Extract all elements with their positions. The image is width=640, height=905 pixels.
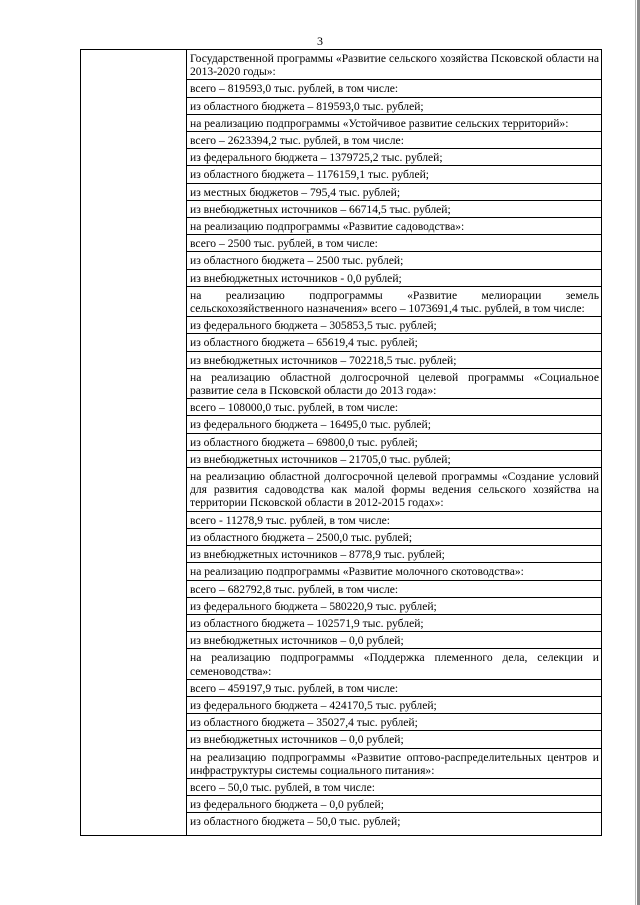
entry-line: из внебюджетных источников - 0,0 рублей; <box>187 270 601 287</box>
entry-line: всего – 108000,0 тыс. рублей, в том числе: <box>187 399 601 416</box>
entry-line: из федерального бюджета – 16495,0 тыс. рублей; <box>187 416 601 433</box>
entry-line: из внебюджетных источников – 8778,9 тыс. рублей; <box>187 546 601 563</box>
entry-line: из областного бюджета – 102571,9 тыс. рублей; <box>187 615 601 632</box>
entry-line: из федерального бюджета – 424170,5 тыс. рублей; <box>187 697 601 714</box>
entry-line: всего – 682792,8 тыс. рублей, в том числе: <box>187 581 601 598</box>
table-row <box>81 50 602 836</box>
entry-line: из областного бюджета – 50,0 тыс. рублей; <box>190 815 401 829</box>
entry-line: всего - 11278,9 тыс. рублей, в том числе: <box>187 512 601 529</box>
entry-line: из областного бюджета – 2500,0 тыс. рублей; <box>187 529 601 546</box>
entry-line: из областного бюджета – 1176159,1 тыс. рублей; <box>187 166 601 183</box>
entry-line: всего – 2500 тыс. рублей, в том числе: <box>187 235 601 252</box>
entry-line: на реализацию подпрограммы «Поддержка племенного дела, селекции и семеноводства»: <box>187 649 601 679</box>
entry-line: на реализацию подпрограммы «Развитие оптово-распределительных центров и инфраструктуры системы социального питания»: <box>187 749 601 779</box>
entry-line: из внебюджетных источников – 21705,0 тыс. рублей; <box>187 451 601 468</box>
entry-line: на реализацию подпрограммы «Развитие молочного скотоводства»: <box>187 563 601 580</box>
entry-line: Государственной программы «Развитие сельского хозяйства Псковской области на 2013-2020 годы»: <box>187 50 601 80</box>
entry-line: всего – 50,0 тыс. рублей, в том числе: <box>187 779 601 796</box>
entry-line: из местных бюджетов – 795,4 тыс. рублей; <box>187 184 601 201</box>
entry-line: всего – 459197,9 тыс. рублей, в том числе: <box>187 680 601 697</box>
page-number: 3 <box>317 34 323 48</box>
entry-line: из областного бюджета – 819593,0 тыс. рублей; <box>187 98 601 115</box>
entry-line: всего – 819593,0 тыс. рублей, в том числе: <box>187 80 601 97</box>
entry-line: из внебюджетных источников – 0,0 рублей; <box>187 632 601 649</box>
entry-line: на реализацию подпрограммы «Развитие мелиорации земель сельскохозяйственного назначения» всего – 1073691,4 тыс. рублей, в том числе: <box>187 287 601 317</box>
entry-line: всего – 2623394,2 тыс. рублей, в том числе: <box>187 132 601 149</box>
entry-line: из федерального бюджета – 1379725,2 тыс. рублей; <box>187 149 601 166</box>
entry-line: на реализацию подпрограммы «Устойчивое развитие сельских территорий»: <box>187 115 601 132</box>
entry-line: на реализацию областной долгосрочной целевой программы «Социальное развитие села в Псковской области до 2013 года»: <box>187 369 601 399</box>
entry-line: из федерального бюджета – 305853,5 тыс. рублей; <box>187 317 601 334</box>
entry-line: на реализацию подпрограммы «Развитие садоводства»: <box>187 218 601 235</box>
entry-line: из внебюджетных источников – 0,0 рублей; <box>187 731 601 748</box>
entry-line: из областного бюджета – 35027,4 тыс. рублей; <box>187 714 601 731</box>
entry-line: из федерального бюджета – 580220,9 тыс. рублей; <box>187 598 601 615</box>
entry-line: из областного бюджета – 65619,4 тыс. рублей; <box>187 334 601 351</box>
entry-line: из внебюджетных источников – 702218,5 тыс. рублей; <box>187 352 601 369</box>
entries-list <box>187 50 601 830</box>
document-table <box>80 49 602 836</box>
entry-line: из областного бюджета – 2500 тыс. рублей; <box>187 252 601 269</box>
scan-edge-line <box>635 0 636 905</box>
content-cell <box>187 50 602 836</box>
entry-line: на реализацию областной долгосрочной целевой программы «Создание условий для развития садоводства как малой формы ведения сельского хозяйства на территории Псковской области в 2012-2015 годах»: <box>187 468 601 512</box>
entry-line: из федерального бюджета – 0,0 рублей; <box>187 796 601 813</box>
left-empty-cell <box>81 50 187 836</box>
entry-line: из внебюджетных источников – 66714,5 тыс. рублей; <box>187 201 601 218</box>
entry-line: из областного бюджета – 69800,0 тыс. рублей; <box>187 434 601 451</box>
